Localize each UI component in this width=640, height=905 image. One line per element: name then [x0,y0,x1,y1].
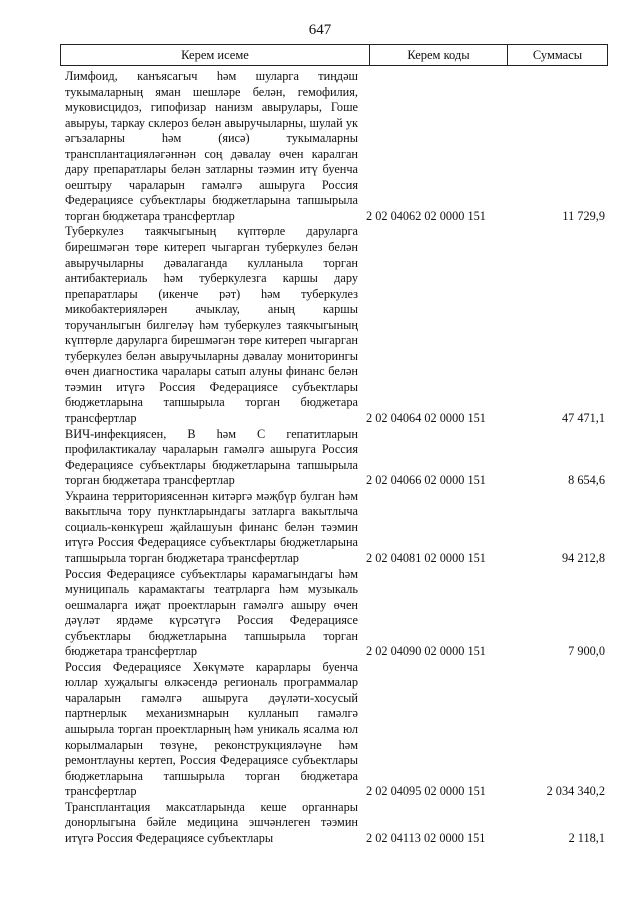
table-header [60,44,608,66]
row-name: Туберкулез таякчыгының күптөрле даруларга бирешмәгән төре китереп чыгарган туберкулез белән авыручыларны дәвалаганда кулланыла торган антибактериаль һәм туберкулезга каршы дару препаратлары (икенче рәт) һәм туберкулез микобактерияләрен ачыклау, аның каршы торучанлыгын билгеләү һәм туберкулез таякчыгының күптөрле даруларга бирешмәгән төре китереп чыгарган туберкулез белән авыручыларны дәвалау мониторингы өчен диагностика чаралары сатып алуны финанс белән тәэмин итүгә Россия Федерациясе субъектлары бюджетларына тапшырыла торган бюджетара трансфертлар [65,224,358,426]
row-name: Лимфоид, канъясагыч һәм шуларга тиңдәш тукымаларның яман шешләре белән, гемофилия, муковисцидоз, гипофизар нанизм авырулары, Гоше авыруы, таркау склероз белән авыручыларны, шулай ук әгъзаларны һәм (яисә) тукымаларны трансплантацияләгәннән соң дәвалау өчен каралган дару препаратлары белән затларны тәэмин итү буенча оештыру чараларын гамәлгә ашыруга Россия Федерациясе субъектлары бюджетларына тапшырыла торган бюджетара трансфертлар [65,69,358,223]
row-name: ВИЧ-инфекциясен, В һәм С гепатитларын профилактикалау чараларын гамәлгә ашыруга Россия Федерациясе субъектлары бюджетларына тапшырыла торган бюджетара трансфертлар [65,426,358,488]
column-header-amount: Суммасы [532,47,583,62]
row-code: 2 02 04066 02 0000 151 [366,473,486,488]
row-amount: 2 118,1 [568,830,605,845]
page-number: 647 [308,22,332,38]
row-amount: 47 471,1 [561,411,605,426]
row-code: 2 02 04062 02 0000 151 [366,208,486,223]
table-row [65,800,605,847]
row-code: 2 02 04064 02 0000 151 [366,411,486,426]
table-row [65,660,605,800]
row-name: Россия Федерациясе субъектлары карамагындагы һәм муниципаль карамактагы театрларга һәм музыкаль оешмаларга иҗат проектларын гамәлгә ашыру өчен дәүләт ярдәме күрсәтүгә Россия Федерациясе субъектлары бюджетларына тапшырыла торган бюджетара трансфертлар [65,566,358,659]
row-code: 2 02 04113 02 0000 151 [366,830,486,845]
column-header-name: Керем исеме [61,45,370,65]
row-name: Россия Федерациясе Хөкүмәте карарлары буенча юллар хуҗалыгы өлкәсендә региональ программалар чараларын гамәлгә ашыруга дәүләти-хосусый партнерлык механизмнарын кулланып гамәлгә ашырыла торган проектларның һәм уникаль ясалма юл корылмаларын төзүне, реконструкцияләүне һәм ремонтлауны кертеп, Россия Федерациясе субъектлары бюджетларына тапшырыла торган бюджетара трансфертлар [65,659,358,799]
column-header-code: Керем коды [370,45,508,65]
row-amount: 11 729,9 [562,208,605,223]
table-row [65,69,605,224]
row-amount: 2 034 340,2 [546,784,605,799]
row-code: 2 02 04081 02 0000 151 [366,550,486,565]
row-code: 2 02 04095 02 0000 151 [366,784,486,799]
table-row [65,427,605,489]
row-amount: 8 654,6 [568,473,605,488]
row-code: 2 02 04090 02 0000 151 [366,644,486,659]
row-amount: 94 212,8 [561,550,605,565]
table-row [65,224,605,426]
table-row [65,567,605,660]
table-body [65,69,605,846]
row-amount: 7 900,0 [568,644,605,659]
row-name: Трансплантация максатларында кеше органнары донорлыгына бәйле медицина эшчәнлеген тәэмин итүгә Россия Федерациясе субъектлары [65,799,358,845]
row-name: Украина территориясеннән китәргә мәҗбүр булган һәм вакытлыча тору пунктларындагы затларга вакытлыча социаль-көнкүреш җайлашуын финанс белән тәэмин итүгә Россия Федерациясе субъектлары бюджетларына тапшырыла торган бюджетара трансфертлар [65,488,358,565]
table-row [65,489,605,567]
